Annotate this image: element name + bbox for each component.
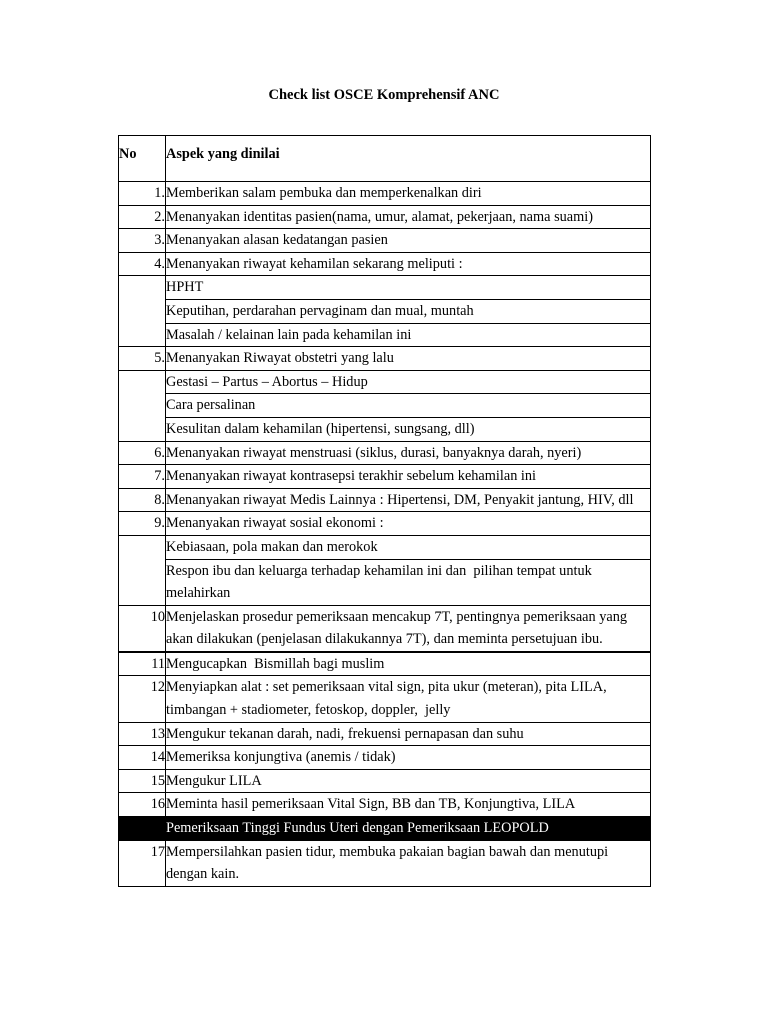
subitem-text: Respon ibu dan keluarga terhadap kehamilan ini dan pilihan tempat untuk melahirkan — [166, 559, 651, 605]
subitem-text: Masalah / kelainan lain pada kehamilan ini — [166, 323, 651, 347]
checklist-row — [119, 252, 651, 276]
checklist-subrow — [119, 394, 651, 418]
item-text: Menanyakan identitas pasien(nama, umur, alamat, pekerjaan, nama suami) — [166, 205, 651, 229]
checklist-row — [119, 205, 651, 229]
checklist-subrow — [119, 276, 651, 300]
subitem-text: Keputihan, perdarahan pervaginam dan mual, muntah — [166, 299, 651, 323]
item-number: 11 — [119, 652, 166, 676]
checklist-body — [119, 182, 651, 887]
item-text: Menjelaskan prosedur pemeriksaan mencakup 7T, pentingnya pemeriksaan yang akan dilakukan (penjelasan dilakukannya 7T), dan meminta persetujuan ibu. — [166, 605, 651, 651]
column-header-aspect: Aspek yang dinilai — [166, 136, 651, 182]
column-header-no: No — [119, 136, 166, 182]
item-number: 14 — [119, 746, 166, 770]
subitem-text: Kebiasaan, pola makan dan merokok — [166, 535, 651, 559]
item-text: Mengucapkan Bismillah bagi muslim — [166, 652, 651, 676]
item-number: 5. — [119, 347, 166, 371]
checklist-row — [119, 840, 651, 886]
item-text: Mengukur tekanan darah, nadi, frekuensi pernapasan dan suhu — [166, 722, 651, 746]
checklist-row — [119, 347, 651, 371]
checklist-row — [119, 182, 651, 206]
item-number: 4. — [119, 252, 166, 276]
item-text: Menanyakan riwayat sosial ekonomi : — [166, 512, 651, 536]
item-number: 16 — [119, 793, 166, 817]
item-number: 17 — [119, 840, 166, 886]
checklist-subrow — [119, 370, 651, 394]
item-number: 3. — [119, 229, 166, 253]
checklist-row — [119, 652, 651, 676]
checklist-subrow — [119, 299, 651, 323]
item-text: Meminta hasil pemeriksaan Vital Sign, BB dan TB, Konjungtiva, LILA — [166, 793, 651, 817]
checklist-row — [119, 229, 651, 253]
item-number: 2. — [119, 205, 166, 229]
item-text: Memberikan salam pembuka dan memperkenalkan diri — [166, 182, 651, 206]
checklist-row — [119, 793, 651, 817]
item-number: 12 — [119, 676, 166, 722]
item-text: Menyiapkan alat : set pemeriksaan vital sign, pita ukur (meteran), pita LILA, timbangan + stadiometer, fetoskop, doppler, jelly — [166, 676, 651, 722]
section-bar — [119, 817, 651, 841]
checklist-row — [119, 441, 651, 465]
item-text: Menanyakan Riwayat obstetri yang lalu — [166, 347, 651, 371]
checklist-row — [119, 605, 651, 651]
item-text: Memeriksa konjungtiva (anemis / tidak) — [166, 746, 651, 770]
subitem-number-cell — [119, 370, 166, 441]
section-bar-label: Pemeriksaan Tinggi Fundus Uteri dengan Pemeriksaan LEOPOLD — [166, 817, 651, 841]
item-text: Mempersilahkan pasien tidur, membuka pakaian bagian bawah dan menutupi dengan kain. — [166, 840, 651, 886]
subitem-text: Cara persalinan — [166, 394, 651, 418]
subitem-text: HPHT — [166, 276, 651, 300]
subitem-text: Kesulitan dalam kehamilan (hipertensi, sungsang, dll) — [166, 417, 651, 441]
checklist-row — [119, 488, 651, 512]
item-text: Menanyakan riwayat kehamilan sekarang meliputi : — [166, 252, 651, 276]
item-number: 9. — [119, 512, 166, 536]
checklist-subrow — [119, 417, 651, 441]
item-number: 13 — [119, 722, 166, 746]
checklist-header — [119, 136, 651, 182]
subitem-text: Gestasi – Partus – Abortus – Hidup — [166, 370, 651, 394]
item-number: 6. — [119, 441, 166, 465]
header-row — [119, 136, 651, 182]
checklist-row — [119, 676, 651, 722]
checklist-row — [119, 746, 651, 770]
checklist-row — [119, 512, 651, 536]
checklist-subrow — [119, 323, 651, 347]
item-number: 7. — [119, 465, 166, 489]
subitem-number-cell — [119, 535, 166, 605]
item-number: 10 — [119, 605, 166, 651]
checklist-row — [119, 769, 651, 793]
item-number: 8. — [119, 488, 166, 512]
item-text: Menanyakan riwayat menstruasi (siklus, durasi, banyaknya darah, nyeri) — [166, 441, 651, 465]
document-title: Check list OSCE Komprehensif ANC — [268, 87, 500, 103]
item-number: 1. — [119, 182, 166, 206]
checklist-table — [118, 135, 651, 887]
checklist-subrow — [119, 535, 651, 559]
section-bar-number-cell — [119, 817, 166, 841]
subitem-number-cell — [119, 276, 166, 347]
item-text: Mengukur LILA — [166, 769, 651, 793]
item-text: Menanyakan riwayat kontrasepsi terakhir sebelum kehamilan ini — [166, 465, 651, 489]
checklist-subrow — [119, 559, 651, 605]
item-text: Menanyakan riwayat Medis Lainnya : Hipertensi, DM, Penyakit jantung, HIV, dll — [166, 488, 651, 512]
checklist-row — [119, 465, 651, 489]
checklist-row — [119, 722, 651, 746]
item-number: 15 — [119, 769, 166, 793]
item-text: Menanyakan alasan kedatangan pasien — [166, 229, 651, 253]
